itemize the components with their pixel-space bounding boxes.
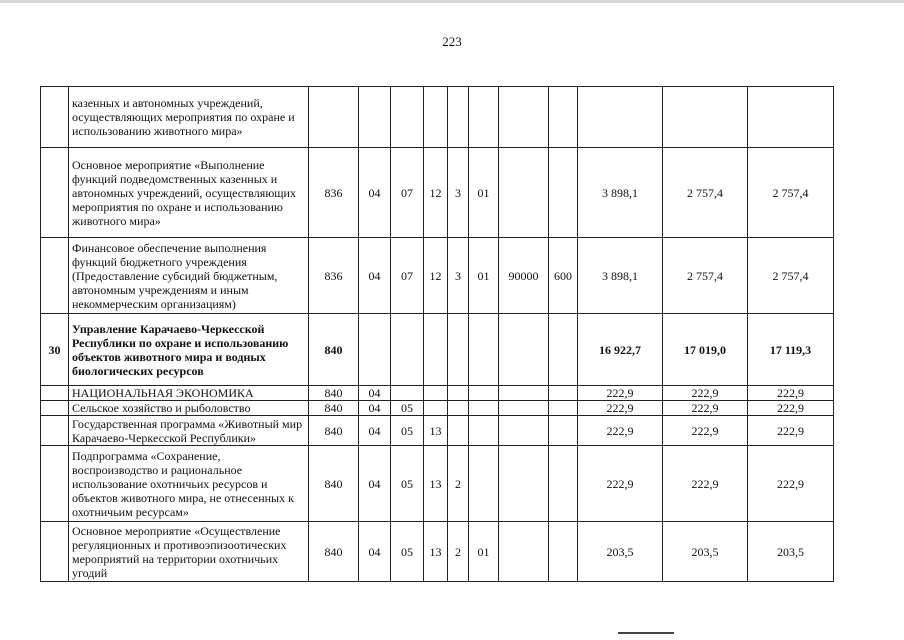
amount-year-2: 222,9 — [663, 401, 748, 416]
section-code: 04 — [359, 416, 391, 446]
direction-code — [499, 87, 549, 148]
direction-code — [499, 401, 549, 416]
program-code — [424, 87, 448, 148]
subprogram-code — [448, 314, 469, 386]
item-name: Сельское хозяйство и рыболовство — [69, 401, 309, 416]
subsection-code: 05 — [391, 416, 424, 446]
program-code: 12 — [424, 238, 448, 314]
expense-type-code: 600 — [549, 238, 578, 314]
row-number — [41, 416, 69, 446]
subsection-code: 05 — [391, 446, 424, 522]
row-number — [41, 386, 69, 401]
event-code — [469, 446, 499, 522]
event-code — [469, 416, 499, 446]
amount-year-2: 222,9 — [663, 446, 748, 522]
amount-year-3: 222,9 — [748, 446, 834, 522]
table-row — [41, 401, 834, 416]
scan-bottom-mark — [618, 632, 674, 634]
table-row — [41, 386, 834, 401]
ministry-code: 836 — [309, 148, 359, 238]
program-code — [424, 386, 448, 401]
page-number: 223 — [442, 34, 462, 49]
amount-year-1: 16 922,7 — [578, 314, 663, 386]
amount-year-1 — [578, 87, 663, 148]
table-row — [41, 238, 834, 314]
row-number — [41, 446, 69, 522]
subprogram-code — [448, 87, 469, 148]
item-name: НАЦИОНАЛЬНАЯ ЭКОНОМИКА — [69, 386, 309, 401]
event-code: 01 — [469, 148, 499, 238]
ministry-code: 840 — [309, 386, 359, 401]
scan-top-edge — [0, 0, 904, 3]
section-code: 04 — [359, 446, 391, 522]
program-code: 12 — [424, 148, 448, 238]
subsection-code: 07 — [391, 238, 424, 314]
expense-type-code — [549, 416, 578, 446]
subsection-code: 07 — [391, 148, 424, 238]
ministry-code: 840 — [309, 522, 359, 582]
subprogram-code — [448, 386, 469, 401]
ministry-code — [309, 87, 359, 148]
table-row — [41, 148, 834, 238]
event-code: 01 — [469, 238, 499, 314]
program-code: 13 — [424, 446, 448, 522]
program-code — [424, 314, 448, 386]
expense-type-code — [549, 314, 578, 386]
program-code — [424, 401, 448, 416]
item-name: Государственная программа «Животный мир Карачаево-Черкесской Республики» — [69, 416, 309, 446]
event-code — [469, 401, 499, 416]
ministry-code: 840 — [309, 416, 359, 446]
item-name: Управление Карачаево-Черкесской Республики по охране и использованию объектов животного мира и водных биологических ресурсов — [69, 314, 309, 386]
direction-code — [499, 314, 549, 386]
item-name: казенных и автономных учреждений, осуществляющих мероприятия по охране и использованию животного мира» — [69, 87, 309, 148]
subprogram-code: 3 — [448, 238, 469, 314]
table-row — [41, 416, 834, 446]
amount-year-2: 203,5 — [663, 522, 748, 582]
expense-type-code — [549, 446, 578, 522]
row-number — [41, 87, 69, 148]
event-code: 01 — [469, 522, 499, 582]
section-code: 04 — [359, 401, 391, 416]
event-code — [469, 386, 499, 401]
section-code: 04 — [359, 386, 391, 401]
row-number — [41, 522, 69, 582]
amount-year-3: 17 119,3 — [748, 314, 834, 386]
amount-year-1: 222,9 — [578, 401, 663, 416]
budget-table — [40, 86, 834, 582]
row-number — [41, 238, 69, 314]
subprogram-code: 3 — [448, 148, 469, 238]
amount-year-1: 203,5 — [578, 522, 663, 582]
item-name: Основное мероприятие «Осуществление регуляционных и противоэпизоотических мероприятий на территории охотничьих угодий — [69, 522, 309, 582]
section-code: 04 — [359, 522, 391, 582]
subsection-code: 05 — [391, 522, 424, 582]
ministry-code: 840 — [309, 401, 359, 416]
amount-year-1: 3 898,1 — [578, 238, 663, 314]
row-number: 30 — [41, 314, 69, 386]
table-row — [41, 87, 834, 148]
direction-code: 90000 — [499, 238, 549, 314]
ministry-code: 840 — [309, 314, 359, 386]
amount-year-2: 17 019,0 — [663, 314, 748, 386]
section-code — [359, 314, 391, 386]
item-name: Финансовое обеспечение выполнения функций бюджетного учреждения (Предоставление субсидий бюджетным, автономным учреждениям и иным некоммерческим организациям) — [69, 238, 309, 314]
expense-type-code — [549, 386, 578, 401]
amount-year-2: 2 757,4 — [663, 148, 748, 238]
amount-year-2: 222,9 — [663, 386, 748, 401]
section-code: 04 — [359, 238, 391, 314]
ministry-code: 840 — [309, 446, 359, 522]
subsection-code — [391, 314, 424, 386]
item-name: Основное мероприятие «Выполнение функций подведомственных казенных и автономных учреждений, осуществляющих мероприятия по охране и использованию животного мира» — [69, 148, 309, 238]
expense-type-code — [549, 401, 578, 416]
item-name: Подпрограмма «Сохранение, воспроизводство и рациональное использование охотничьих ресурсов и объектов животного мира, не отнесенных к охотничьим ресурсам» — [69, 446, 309, 522]
amount-year-1: 222,9 — [578, 446, 663, 522]
subprogram-code — [448, 416, 469, 446]
amount-year-3: 222,9 — [748, 416, 834, 446]
table-row — [41, 522, 834, 582]
subsection-code — [391, 386, 424, 401]
amount-year-3: 203,5 — [748, 522, 834, 582]
ministry-code: 836 — [309, 238, 359, 314]
table-row — [41, 446, 834, 522]
amount-year-1: 3 898,1 — [578, 148, 663, 238]
subsection-code: 05 — [391, 401, 424, 416]
subprogram-code: 2 — [448, 522, 469, 582]
amount-year-1: 222,9 — [578, 386, 663, 401]
amount-year-1: 222,9 — [578, 416, 663, 446]
program-code: 13 — [424, 522, 448, 582]
subsection-code — [391, 87, 424, 148]
expense-type-code — [549, 522, 578, 582]
amount-year-3: 2 757,4 — [748, 238, 834, 314]
amount-year-2 — [663, 87, 748, 148]
subprogram-code: 2 — [448, 446, 469, 522]
amount-year-3: 2 757,4 — [748, 148, 834, 238]
expense-type-code — [549, 148, 578, 238]
section-code — [359, 87, 391, 148]
amount-year-2: 2 757,4 — [663, 238, 748, 314]
row-number — [41, 401, 69, 416]
event-code — [469, 87, 499, 148]
direction-code — [499, 148, 549, 238]
direction-code — [499, 386, 549, 401]
direction-code — [499, 446, 549, 522]
amount-year-3: 222,9 — [748, 386, 834, 401]
program-code: 13 — [424, 416, 448, 446]
amount-year-3: 222,9 — [748, 401, 834, 416]
table-row — [41, 314, 834, 386]
amount-year-2: 222,9 — [663, 416, 748, 446]
direction-code — [499, 522, 549, 582]
event-code — [469, 314, 499, 386]
amount-year-3 — [748, 87, 834, 148]
row-number — [41, 148, 69, 238]
expense-type-code — [549, 87, 578, 148]
section-code: 04 — [359, 148, 391, 238]
direction-code — [499, 416, 549, 446]
subprogram-code — [448, 401, 469, 416]
